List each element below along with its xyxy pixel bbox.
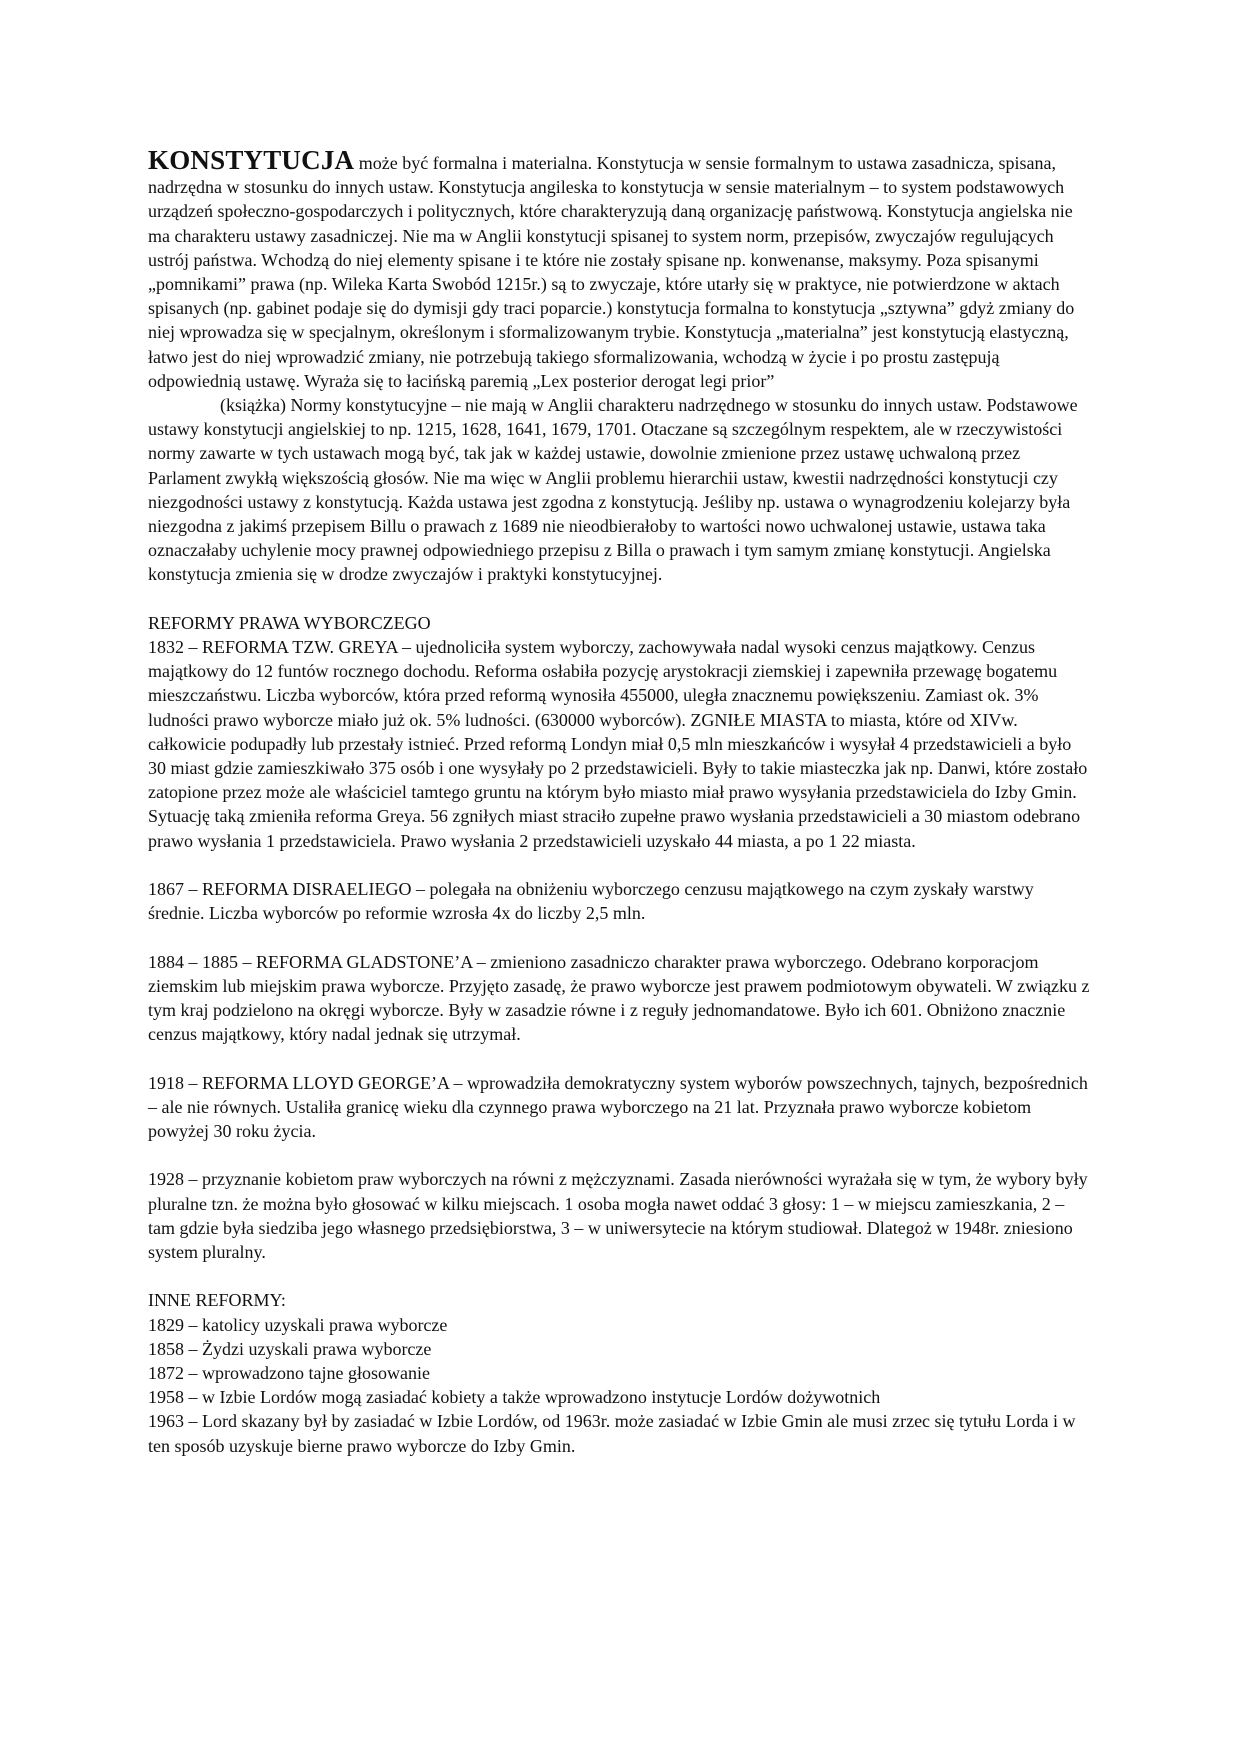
list-item: 1829 – katolicy uzyskali prawa wyborcze	[148, 1314, 448, 1335]
reform-1884: 1884 – 1885 – REFORMA GLADSTONE’A – zmieniono zasadniczo charakter prawa wyborczego. Odebrano korporacjom ziemskim lub miejskim prawa wyborcze. Przyjęto zasadę, że prawo wyborcze jest prawem podmiotowym obywateli. W związku z tym kraj podzielono na okręgi wyborcze. Były w zasadzie równe i z reguły jednomandatowe. Było ich 601. Obniżono znacznie cenzus majątkowy, który nadal jednak się utrzymał.	[148, 951, 1090, 1045]
document-page	[148, 145, 1093, 1458]
list-item: 1958 – w Izbie Lordów mogą zasiadać kobiety a także wprowadzono instytucje Lordów dożywotnich	[148, 1387, 881, 1408]
spacer	[148, 1264, 1093, 1288]
reform-1928: 1928 – przyznanie kobietom praw wyborczych na równi z mężczyznami. Zasada nierówności wyrażała się w tym, że wybory były pluralne tzn. że można było głosować w kilku miejscach. 1 osoba mogła nawet oddać 3 głosy: 1 – w miejscu zamieszkania, 2 – tam gdzie była siedziba jego własnego przedsiębiorstwa, 3 – w uniwersytecie na którym studiował. Dlategoż w 1948r. zniesiono system pluralny.	[148, 1169, 1088, 1263]
spacer	[148, 853, 1093, 877]
reform-1918: 1918 – REFORMA LLOYD GEORGE’A – wprowadziła demokratyczny system wyborów powszechnych, tajnych, bezpośrednich – ale nie równych. Ustaliła granicę wieku dla czynnego prawa wyborczego na 21 lat. Przyznała prawo wyborcze kobietom powyżej 30 roku życia.	[148, 1072, 1088, 1142]
spacer	[148, 587, 1093, 611]
spacer	[148, 925, 1093, 949]
intro-text: może być formalna i materialna. Konstytucja w sensie formalnym to ustawa zasadnicza, spisana, nadrzędna w stosunku do innych ustaw. Konstytucja angileska to konstytucja w sensie materialnym – to system podstawowych urządzeń społeczno-gospodarczych i politycznych, które charakteryzują daną organizację państwową. Konstytucja angielska nie ma charakteru ustawy zasadniczej. Nie ma w Anglii konstytucji spisanej to system norm, przepisów, zwyczajów regulujących ustrój państwa. Wchodzą do niej elementy spisane i te które nie zostały spisane np. konwenanse, maksymy. Poza spisanymi „pomnikami” prawa (np. Wileka Karta Swobód 1215r.) są to zwyczaje, które utarły się w praktyce, nie potwierdzone w aktach spisanych (np. gabinet podaje się do dymisji gdy traci poparcie.) konstytucja formalna to konstytucja „sztywna” gdyż zmiany do niej wprowadza się w specjalnym, określonym i sformalizowanym trybie. Konstytucja „materialna” jest konstytucją elastyczną, łatwo jest do niej wprowadzić zmiany, nie potrzebują takiego sformalizowania, wchodzą w życie i po prostu zastępują odpowiednią ustawę. Wyraża się to łacińską paremią „Lex posterior derogat legi prior”	[148, 153, 1075, 391]
intro-paragraph	[148, 145, 1093, 393]
reforms-title: REFORMY PRAWA WYBORCZEGO	[148, 612, 431, 633]
book-paragraph: (książka) Normy konstytucyjne – nie mają w Anglii charakteru nadrzędnego w stosunku do innych ustaw. Podstawowe ustawy konstytucji angielskiej to np. 1215, 1628, 1641, 1679, 1701. Otaczane są szczególnym respektem, ale w rzeczywistości normy zawarte w tych ustawach mogą być, tak jak w każdej ustawie, dowolnie zmienione przez ustawę uchwaloną przez Parlament zwykłą większością głosów. Nie ma więc w Anglii problemu hierarchii ustaw, kwestii nadrzędności konstytucji czy niezgodności ustawy z konstytucją. Każda ustawa jest zgodna z konstytucją. Jeśliby np. ustawa o wynagrodzeniu kolejarzy była niezgodna z jakimś przepisem Billu o prawach z 1689 nie nieodbierałoby to wartości nowo uchwalonej ustawie, ustawa taka oznaczałaby uchylenie mocy prawnej odpowiedniego przepisu z Billa o prawach i tym samym zmianę konstytucji. Angielska konstytucja zmienia się w drodze zwyczajów i praktyki konstytucyjnej.	[148, 395, 1078, 585]
spacer	[148, 1143, 1093, 1167]
reform-1832: 1832 – REFORMA TZW. GREYA – ujednoliciła system wyborczy, zachowywała nadal wysoki cenzus majątkowy. Cenzus majątkowy do 12 funtów rocznego dochodu. Reforma osłabiła pozycję arystokracji ziemskiej i zapewniła przewagę bogatemu mieszczaństwu. Liczba wyborców, która przed reformą wynosiła 455000, uległa znacznemu powiększeniu. Zamiast ok. 3% ludności prawo wyborcze miało już ok. 5% ludności. (630000 wyborców). ZGNIŁE MIASTA to miasta, które od XIVw. całkowicie podupadły lub przestały istnieć. Przed reformą Londyn miał 0,5 mln mieszkańców i wysyłał 4 przedstawicieli a było 30 miast gdzie zamieszkiwało 375 osób i one wysyłały po 2 przedstawicieli. Były to takie miasteczka jak np. Danwi, które zostało zatopione przez może ale właściciel tamtego gruntu na którym było miasto miał prawo wysyłania przedstawiciela do Izby Gmin. Sytuację taką zmieniła reforma Greya. 56 zgniłych miast straciło zupełne prawo wysłania przedstawicieli a 30 miastom odebrano prawo wysłania 1 przedstawiciela. Prawo wysłania 2 przedstawicieli uzyskało 44 miasta, a po 1 22 miasta.	[148, 637, 1088, 851]
document-heading: KONSTYTUCJA	[148, 145, 355, 175]
reform-1867: 1867 – REFORMA DISRAELIEGO – polegała na obniżeniu wyborczego cenzusu majątkowego na czym zyskały warstwy średnie. Liczba wyborców po reformie wzrosła 4x do liczby 2,5 mln.	[148, 879, 1034, 924]
list-item: 1963 – Lord skazany był by zasiadać w Izbie Lordów, od 1963r. może zasiadać w Izbie Gmin ale musi zrzec się tytułu Lorda i w ten sposób uzyskuje bierne prawo wyborcze do Izby Gmin.	[148, 1411, 1076, 1456]
other-reforms-list	[148, 1313, 1093, 1458]
list-item: 1858 – Żydzi uzyskali prawa wyborcze	[148, 1338, 432, 1359]
list-item: 1872 – wprowadzono tajne głosowanie	[148, 1363, 430, 1384]
other-reforms-title: INNE REFORMY:	[148, 1290, 286, 1311]
spacer	[148, 1046, 1093, 1070]
